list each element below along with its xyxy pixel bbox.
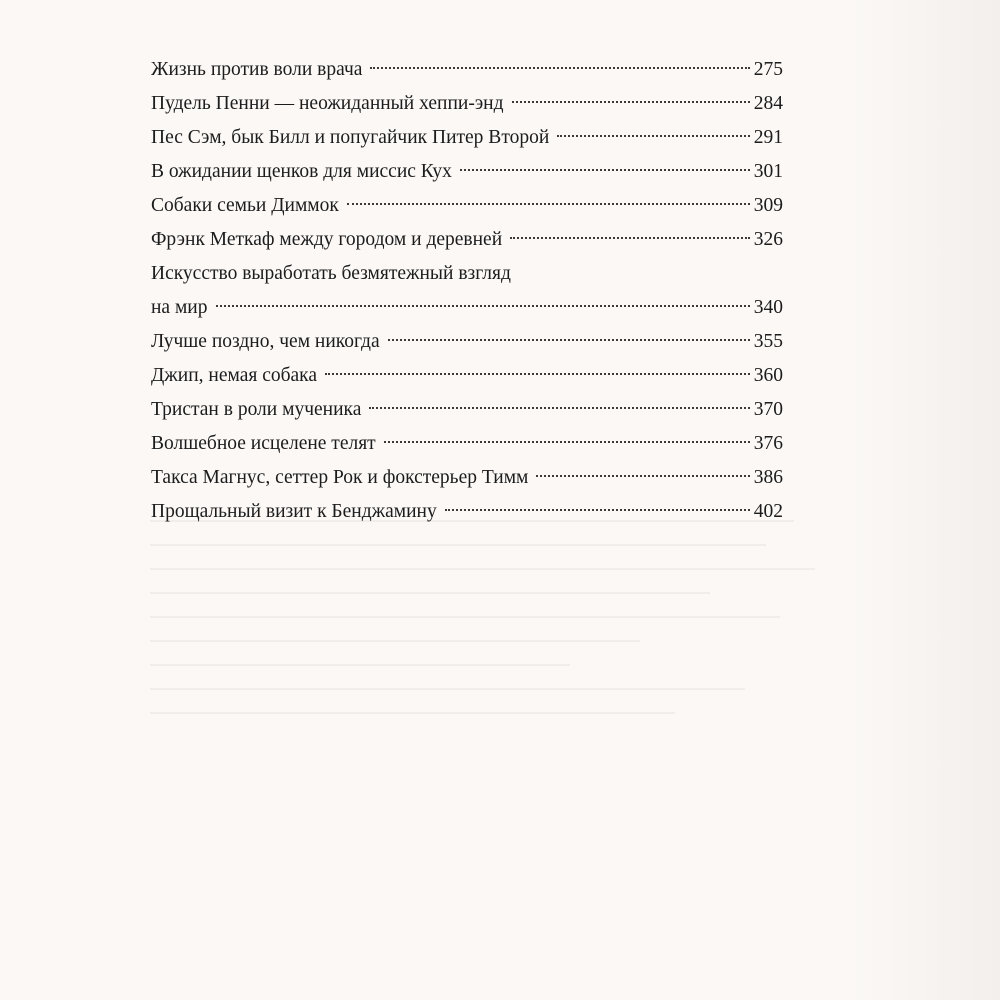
toc-entry bbox=[151, 53, 783, 87]
toc-entry bbox=[151, 223, 783, 257]
toc-entry-page: 301 bbox=[753, 161, 783, 182]
toc-entry bbox=[151, 257, 783, 325]
toc-entry bbox=[151, 393, 783, 427]
toc-entry bbox=[151, 325, 783, 359]
toc-entry-page: 402 bbox=[753, 501, 783, 522]
bleed-through-text bbox=[150, 520, 850, 920]
dot-leader bbox=[325, 373, 750, 375]
toc-entry-title: Пес Сэм, бык Билл и попугайчик Питер Второй bbox=[151, 127, 550, 148]
dot-leader bbox=[388, 339, 750, 341]
toc-entry-page: 376 bbox=[753, 433, 783, 454]
dot-leader bbox=[347, 203, 750, 205]
dot-leader bbox=[384, 441, 750, 443]
toc-entry bbox=[151, 121, 783, 155]
dot-leader bbox=[216, 305, 750, 307]
toc-entry-title-line2: на мир bbox=[151, 297, 208, 318]
toc-entry-page: 284 bbox=[753, 93, 783, 114]
toc-entry-page: 275 bbox=[753, 59, 783, 80]
toc-entry-page: 309 bbox=[753, 195, 783, 216]
toc-entry bbox=[151, 189, 783, 223]
toc-entry-title: В ожидании щенков для миссис Кух bbox=[151, 161, 452, 182]
toc-entry bbox=[151, 461, 783, 495]
toc-entry-page: 326 bbox=[753, 229, 783, 250]
toc-entry-title: Лучше поздно, чем никогда bbox=[151, 331, 380, 352]
toc-entry-page: 340 bbox=[753, 297, 783, 318]
dot-leader bbox=[557, 135, 749, 137]
dot-leader bbox=[445, 509, 750, 511]
toc-entry-title: Волшебное исцелене телят bbox=[151, 433, 376, 454]
dot-leader bbox=[510, 237, 750, 239]
toc-entry-title-line1: Искусство выработать безмятежный взгляд bbox=[151, 263, 511, 284]
dot-leader bbox=[369, 407, 749, 409]
toc-entry-page: 386 bbox=[753, 467, 783, 488]
toc-entry-title: Жизнь против воли врача bbox=[151, 59, 363, 80]
toc-entry-title: Собаки семьи Диммок bbox=[151, 195, 339, 216]
toc-entry bbox=[151, 155, 783, 189]
toc-entry bbox=[151, 87, 783, 121]
dot-leader bbox=[536, 475, 749, 477]
toc-entry-page: 370 bbox=[753, 399, 783, 420]
toc-entry-title: Тристан в роли мученика bbox=[151, 399, 362, 420]
dot-leader bbox=[512, 101, 750, 103]
toc-entry bbox=[151, 495, 783, 529]
toc-entry-title: Фрэнк Меткаф между городом и деревней bbox=[151, 229, 503, 250]
dot-leader bbox=[460, 169, 750, 171]
page-shading bbox=[850, 0, 1000, 1000]
toc-entry-title: Джип, немая собака bbox=[151, 365, 318, 386]
toc-entry-title: Такса Магнус, сеттер Рок и фокстерьер Тимм bbox=[151, 467, 529, 488]
toc-entry-page: 355 bbox=[753, 331, 783, 352]
toc-entry-page: 291 bbox=[753, 127, 783, 148]
toc-entry-page: 360 bbox=[753, 365, 783, 386]
toc-entry bbox=[151, 359, 783, 393]
toc-entry-title: Пудель Пенни — неожиданный хеппи-энд bbox=[151, 93, 504, 114]
table-of-contents bbox=[151, 53, 783, 529]
dot-leader bbox=[370, 67, 749, 69]
toc-entry-title: Прощальный визит к Бенджамину bbox=[151, 501, 437, 522]
toc-entry bbox=[151, 427, 783, 461]
